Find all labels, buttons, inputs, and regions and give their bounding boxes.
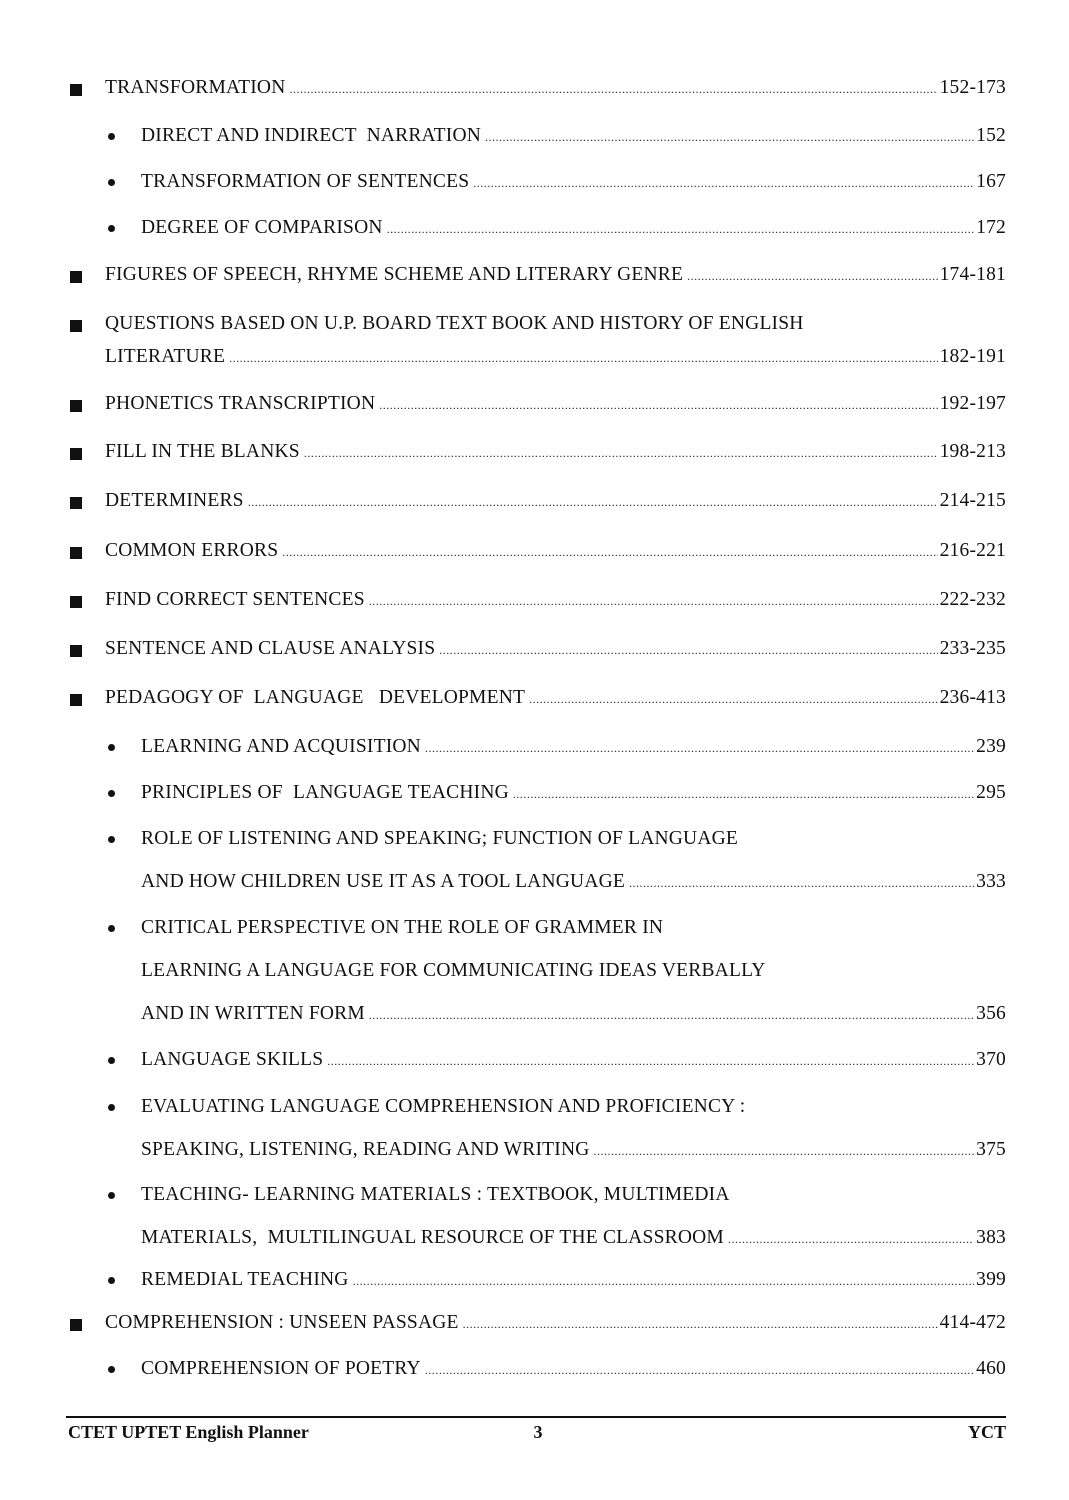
- toc-entry-title: EVALUATING LANGUAGE COMPREHENSION AND PROFICIENCY :: [141, 1096, 746, 1117]
- dot-leader: [439, 643, 937, 658]
- dot-leader: [387, 222, 974, 237]
- dot-leader: [728, 1232, 974, 1247]
- toc-subsection-entry: [141, 782, 1006, 806]
- toc-page-number: 295: [976, 782, 1006, 803]
- toc-section-entry: [105, 313, 1006, 370]
- toc-entry-title: FIGURES OF SPEECH, RHYME SCHEME AND LITERARY GENRE: [105, 264, 684, 285]
- toc-page-number: 152-173: [939, 77, 1006, 98]
- toc-subsection-entry: [141, 917, 1006, 1027]
- dot-leader: [485, 130, 974, 145]
- toc-entry-title: DEGREE OF COMPARISON: [141, 217, 383, 238]
- toc-subsection-entry: [141, 1184, 1006, 1251]
- toc-page-number: 222-232: [939, 589, 1006, 610]
- dot-leader: [529, 692, 938, 707]
- toc-entry-title: LEARNING AND ACQUISITION: [141, 736, 421, 757]
- toc-subsection-entry: [141, 1096, 1006, 1163]
- toc-page-number: 236-413: [939, 687, 1006, 708]
- toc-section-entry: [105, 589, 1006, 613]
- toc-entry-title: DETERMINERS: [105, 490, 244, 511]
- round-bullet-icon: [108, 1366, 115, 1373]
- dot-leader: [353, 1274, 975, 1289]
- toc-page-number: 399: [976, 1269, 1006, 1290]
- square-bullet-icon: [70, 497, 82, 509]
- toc-section-entry: [105, 441, 1006, 465]
- round-bullet-icon: [108, 1104, 115, 1111]
- toc-section-entry: [105, 1312, 1006, 1336]
- square-bullet-icon: [70, 271, 82, 283]
- toc-section-entry: [105, 638, 1006, 662]
- toc-entry-title: COMPREHENSION : UNSEEN PASSAGE: [105, 1312, 459, 1333]
- round-bullet-icon: [108, 836, 115, 843]
- toc-entry-title: LEARNING A LANGUAGE FOR COMMUNICATING IDEAS VERBALLY: [141, 960, 766, 981]
- dot-leader: [290, 82, 938, 97]
- toc-entry-title: AND IN WRITTEN FORM: [141, 1003, 365, 1024]
- dot-leader: [327, 1054, 974, 1069]
- toc-entry-title: ROLE OF LISTENING AND SPEAKING; FUNCTION OF LANGUAGE: [141, 828, 739, 849]
- toc-entry-title: TEACHING- LEARNING MATERIALS : TEXTBOOK, MULTIMEDIA: [141, 1184, 730, 1205]
- toc-page-number: 239: [976, 736, 1006, 757]
- toc-page-number: 152: [976, 125, 1006, 146]
- toc-section-entry: [105, 264, 1006, 288]
- dot-leader: [229, 351, 938, 366]
- toc-page-number: 333: [976, 871, 1006, 892]
- toc-page-number: 182-191: [939, 346, 1006, 367]
- toc-page-number: 216-221: [939, 540, 1006, 561]
- toc-entry-title: REMEDIAL TEACHING: [141, 1269, 349, 1290]
- toc-section-entry: [105, 540, 1006, 564]
- round-bullet-icon: [108, 225, 115, 232]
- toc-subsection-entry: [141, 171, 1006, 195]
- toc-section-entry: [105, 393, 1006, 417]
- toc-page-number: 192-197: [939, 393, 1006, 414]
- toc-page-number: 383: [976, 1227, 1006, 1248]
- toc-entry-title: PRINCIPLES OF LANGUAGE TEACHING: [141, 782, 509, 803]
- square-bullet-icon: [70, 694, 82, 706]
- footer-rule: [66, 1416, 1006, 1418]
- dot-leader: [687, 269, 938, 284]
- toc-section-entry: [105, 687, 1006, 711]
- round-bullet-icon: [108, 1057, 115, 1064]
- toc-page-number: 174-181: [939, 264, 1006, 285]
- round-bullet-icon: [108, 744, 115, 751]
- square-bullet-icon: [70, 645, 82, 657]
- square-bullet-icon: [70, 596, 82, 608]
- toc-entry-title: AND HOW CHILDREN USE IT AS A TOOL LANGUAGE: [141, 871, 625, 892]
- toc-entry-title: FILL IN THE BLANKS: [105, 441, 300, 462]
- toc-entry-title: SPEAKING, LISTENING, READING AND WRITING: [141, 1139, 590, 1160]
- toc-entry-title: PEDAGOGY OF LANGUAGE DEVELOPMENT: [105, 687, 526, 708]
- toc-page-number: 375: [976, 1139, 1006, 1160]
- dot-leader: [248, 495, 938, 510]
- toc-entry-title: QUESTIONS BASED ON U.P. BOARD TEXT BOOK AND HISTORY OF ENGLISH: [105, 313, 804, 334]
- toc-entry-title: SENTENCE AND CLAUSE ANALYSIS: [105, 638, 436, 659]
- toc-page-number: 198-213: [939, 441, 1006, 462]
- toc-entry-title: FIND CORRECT SENTENCES: [105, 589, 365, 610]
- square-bullet-icon: [70, 84, 82, 96]
- toc-entry-title: LANGUAGE SKILLS: [141, 1049, 324, 1070]
- dot-leader: [282, 545, 937, 560]
- toc-subsection-entry: [141, 828, 1006, 895]
- toc-entry-title: TRANSFORMATION OF SENTENCES: [141, 171, 470, 192]
- toc-subsection-entry: [141, 1049, 1006, 1073]
- toc-subsection-entry: [141, 1269, 1006, 1293]
- square-bullet-icon: [70, 320, 82, 332]
- dot-leader: [463, 1317, 938, 1332]
- dot-leader: [629, 876, 974, 891]
- footer-book-title: CTET UPTET English Planner: [68, 1422, 309, 1442]
- toc-page-number: 460: [976, 1358, 1006, 1379]
- toc-entry-title: CRITICAL PERSPECTIVE ON THE ROLE OF GRAMMER IN: [141, 917, 664, 938]
- square-bullet-icon: [70, 400, 82, 412]
- round-bullet-icon: [108, 790, 115, 797]
- round-bullet-icon: [108, 1277, 115, 1284]
- square-bullet-icon: [70, 448, 82, 460]
- dot-leader: [473, 176, 974, 191]
- dot-leader: [304, 446, 938, 461]
- round-bullet-icon: [108, 925, 115, 932]
- toc-subsection-entry: [141, 736, 1006, 760]
- dot-leader: [425, 1363, 974, 1378]
- dot-leader: [379, 398, 937, 413]
- dot-leader: [513, 787, 974, 802]
- round-bullet-icon: [108, 133, 115, 140]
- footer-page-number: 3: [533, 1422, 543, 1442]
- dot-leader: [425, 741, 974, 756]
- dot-leader: [594, 1144, 975, 1159]
- toc-entry-title: LITERATURE: [105, 346, 226, 367]
- toc-subsection-entry: [141, 217, 1006, 241]
- toc-entry-title: PHONETICS TRANSCRIPTION: [105, 393, 376, 414]
- toc-page-number: 370: [976, 1049, 1006, 1070]
- square-bullet-icon: [70, 1319, 82, 1331]
- toc-entry-title: COMPREHENSION OF POETRY: [141, 1358, 421, 1379]
- round-bullet-icon: [108, 179, 115, 186]
- toc-page-number: 414-472: [939, 1312, 1006, 1333]
- toc-entry-title: COMMON ERRORS: [105, 540, 279, 561]
- toc-entry-title: DIRECT AND INDIRECT NARRATION: [141, 125, 482, 146]
- dot-leader: [369, 1008, 974, 1023]
- toc-entry-title: MATERIALS, MULTILINGUAL RESOURCE OF THE CLASSROOM: [141, 1227, 724, 1248]
- toc-page-number: 214-215: [939, 490, 1006, 511]
- dot-leader: [369, 594, 938, 609]
- round-bullet-icon: [108, 1192, 115, 1199]
- toc-subsection-entry: [141, 1358, 1006, 1382]
- toc-subsection-entry: [141, 125, 1006, 149]
- toc-page-number: 233-235: [939, 638, 1006, 659]
- toc-page-number: 172: [976, 217, 1006, 238]
- toc-section-entry: [105, 490, 1006, 514]
- toc-section-entry: [105, 77, 1006, 101]
- footer-publisher: YCT: [968, 1422, 1007, 1442]
- toc-page-number: 167: [976, 171, 1006, 192]
- toc-entry-title: TRANSFORMATION: [105, 77, 286, 98]
- toc-page-number: 356: [976, 1003, 1006, 1024]
- square-bullet-icon: [70, 547, 82, 559]
